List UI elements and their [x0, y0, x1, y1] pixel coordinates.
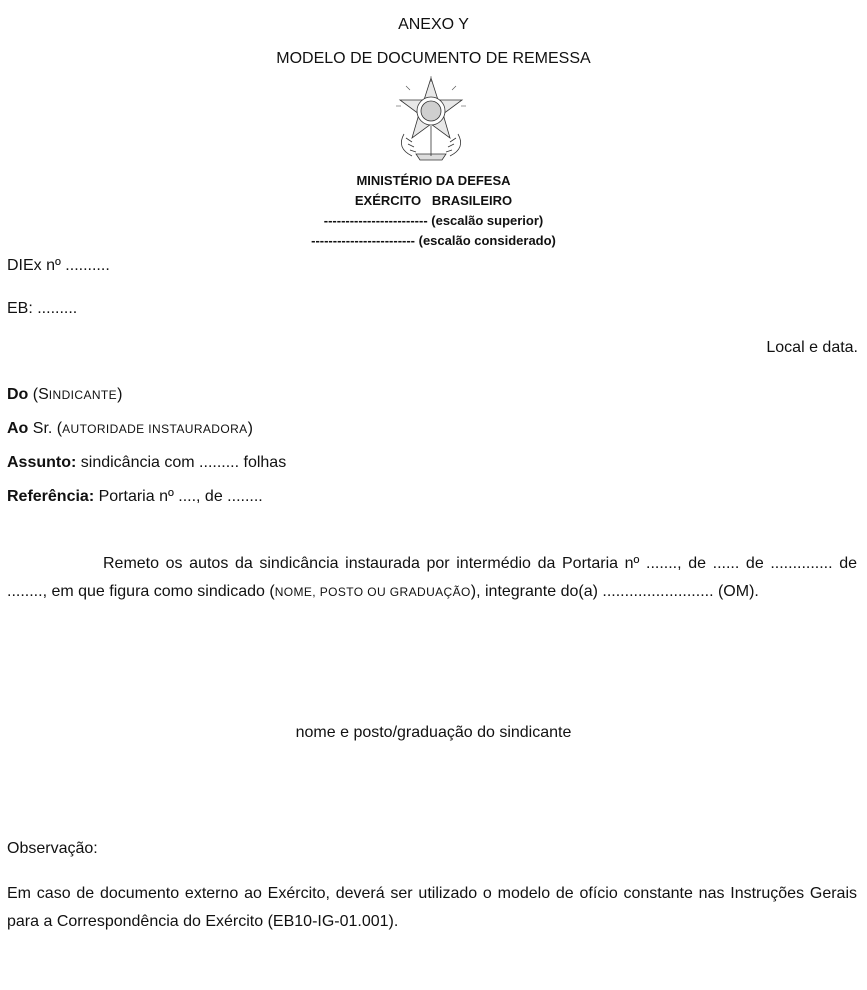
ministry-name: MINISTÉRIO DA DEFESA: [356, 173, 511, 188]
from-open: (S: [28, 386, 49, 403]
coat-of-arms-seal: [392, 76, 470, 164]
from-label: Do: [7, 386, 29, 403]
eb-number: EB: .........: [7, 300, 78, 317]
reference-line: [7, 487, 263, 507]
observation-text: [7, 880, 857, 936]
place-and-date: Local e data.: [766, 339, 858, 356]
reference-label: Referência:: [7, 488, 95, 505]
annex-title: ANEXO Y: [398, 16, 469, 33]
from-line: [7, 385, 122, 405]
subject-line: [7, 453, 286, 473]
body-smallcaps: NOME, POSTO OU GRADUAÇÃO: [274, 585, 471, 599]
diex-number: DIEx nº ..........: [7, 257, 110, 274]
to-value: AUTORIDADE INSTAURADORA: [62, 422, 248, 436]
to-label: Ao: [7, 420, 29, 437]
from-value: INDICANTE: [48, 388, 118, 402]
observation-paragraph: Em caso de documento externo ao Exército, deverá ser utilizado o modelo de ofício constante nas Instruções Gerais para a Correspondência do Exército (EB10-IG-01.001).: [7, 885, 857, 930]
body-text-1: Remeto os autos da sindicância instaurada por intermédio da Portaria nº ......., de ...... de .............. de ........, em que figura como sindicado (: [7, 555, 857, 600]
echelon-considered: ------------------------ (escalão considerado): [311, 233, 556, 248]
reference-value: Portaria nº ...., de ........: [94, 488, 263, 505]
to-pre: Sr. (: [28, 420, 63, 437]
army-name: EXÉRCITO BRASILEIRO: [354, 193, 513, 208]
echelon-superior: ------------------------ (escalão superior): [323, 213, 544, 228]
subject-value: sindicância com ......... folhas: [76, 454, 287, 471]
body-paragraph: [7, 550, 857, 606]
body-text-2: ), integrante do(a) ......................... (OM).: [470, 583, 759, 600]
document-title: MODELO DE DOCUMENTO DE REMESSA: [276, 50, 591, 67]
subject-label: Assunto:: [7, 454, 77, 471]
signature-line: nome e posto/graduação do sindicante: [295, 724, 572, 741]
to-line: [7, 419, 253, 439]
to-close: ): [247, 420, 253, 437]
from-close: ): [117, 386, 123, 403]
observation-label: Observação:: [7, 840, 98, 857]
